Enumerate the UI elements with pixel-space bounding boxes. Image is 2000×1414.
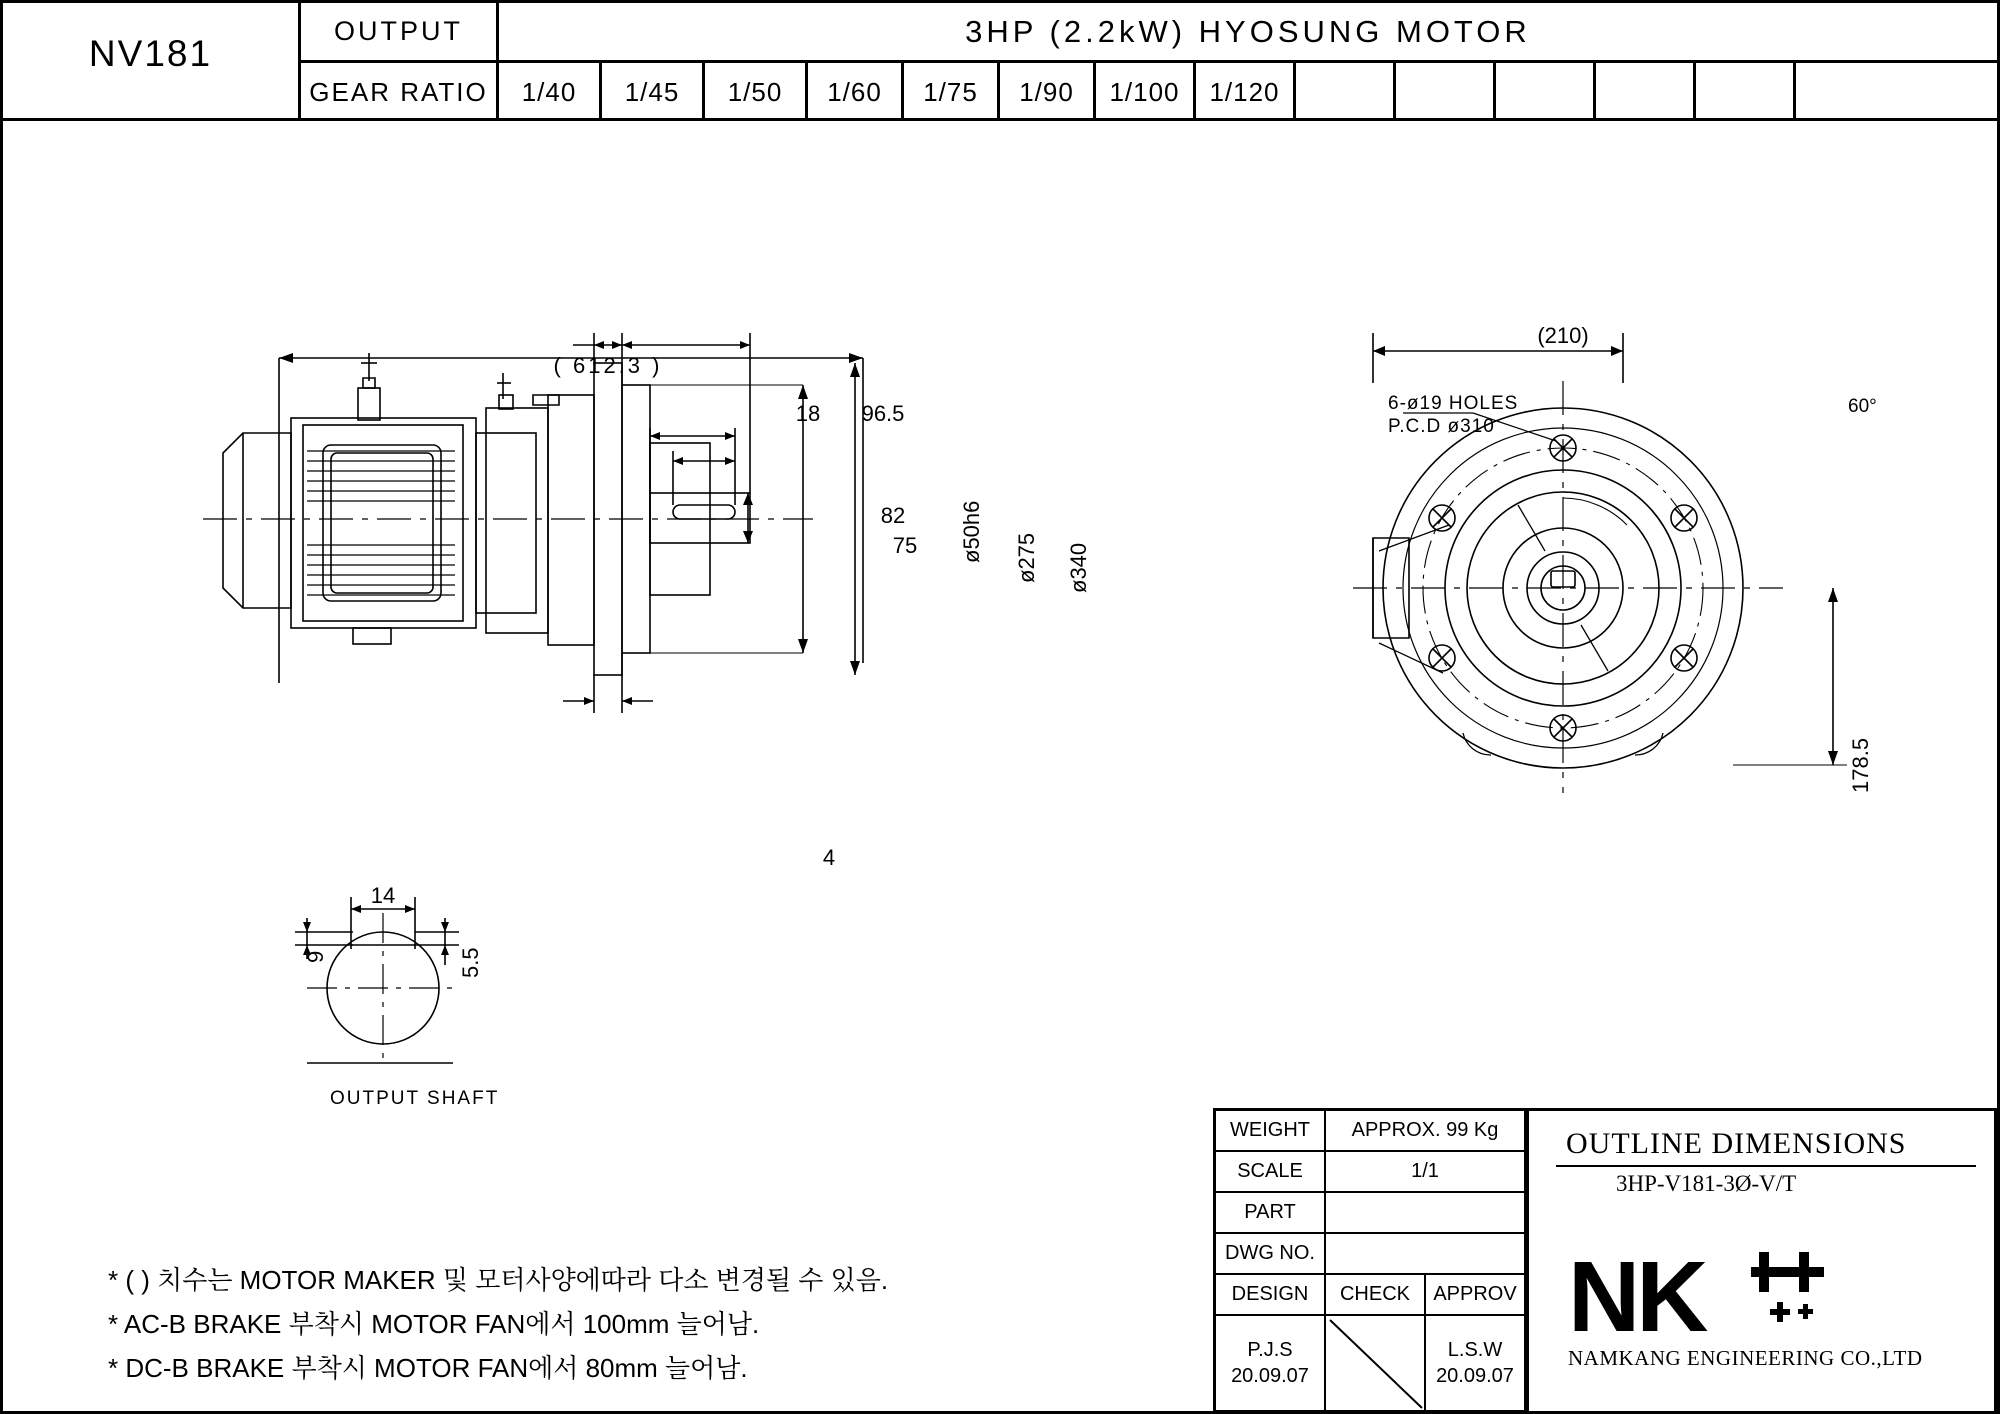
dim-96-5: 96.5 xyxy=(861,401,905,426)
drawing-subtitle: 3HP-V181-3Ø-V/T xyxy=(1616,1171,1797,1196)
motor-title: 3HP (2.2kW) HYOSUNG MOTOR xyxy=(965,13,1531,49)
dim-key-width: 14 xyxy=(370,883,396,908)
gear-ratio-cell: 1/75 xyxy=(904,63,1000,121)
dim-flange-dia: ø340 xyxy=(1066,542,1091,593)
output-label: OUTPUT xyxy=(334,16,463,46)
dim-18: 18 xyxy=(795,401,821,426)
gear-ratio-cell xyxy=(1496,63,1596,121)
label-angle: 60° xyxy=(1848,396,1877,417)
drawing-title: OUTLINE DIMENSIONS xyxy=(1566,1127,1907,1160)
scale-label: SCALE xyxy=(1216,1152,1326,1193)
output-shaft-detail xyxy=(273,873,533,1073)
nk-logo: NK xyxy=(1568,1241,1705,1353)
drawing-title-rule xyxy=(1556,1165,1976,1167)
label-pcd: P.C.D ø310 xyxy=(1388,416,1495,437)
gear-ratio-label-cell xyxy=(301,63,499,121)
gear-ratio-cell xyxy=(1296,63,1396,121)
gear-ratio-cell: 1/50 xyxy=(705,63,808,121)
design-name: P.J.S xyxy=(1247,1339,1293,1361)
gear-ratio-cell: 1/120 xyxy=(1196,63,1296,121)
note-line: * AC-B BRAKE 부착시 MOTOR FAN에서 100mm 늘어남. xyxy=(108,1309,760,1339)
approv-signature xyxy=(1426,1316,1526,1412)
gear-ratio-cell: 1/100 xyxy=(1096,63,1196,121)
gear-ratio-cell xyxy=(1696,63,1796,121)
output-label-cell xyxy=(301,3,499,60)
approv-name: L.S.W xyxy=(1447,1339,1503,1361)
note-line: * DC-B BRAKE 부착시 MOTOR FAN에서 80mm 늘어남. xyxy=(108,1353,748,1383)
header-right xyxy=(301,3,1997,121)
gear-ratio-cell: 1/90 xyxy=(1000,63,1096,121)
dim-overall-length: ( 612.3 ) xyxy=(553,353,663,378)
model-cell xyxy=(3,3,301,121)
dim-9: 9 xyxy=(303,950,328,963)
gear-ratio-cell: 1/60 xyxy=(808,63,904,121)
company-name: NAMKANG ENGINEERING CO.,LTD xyxy=(1568,1346,1923,1370)
gear-ratio-cell xyxy=(1396,63,1496,121)
dim-pilot-dia: ø275 xyxy=(1014,532,1039,583)
check-signature xyxy=(1326,1316,1426,1412)
dim-4: 4 xyxy=(822,845,836,870)
weight-value: APPROX. 99 Kg xyxy=(1326,1111,1526,1152)
dim-height: 178.5 xyxy=(1848,737,1873,793)
nk-plus-marks xyxy=(1751,1242,1941,1332)
gear-ratio-label: GEAR RATIO xyxy=(309,76,488,107)
approv-date: 20.09.07 xyxy=(1436,1365,1514,1387)
part-label: PART xyxy=(1216,1193,1326,1234)
check-label: CHECK xyxy=(1326,1275,1426,1316)
design-date: 20.09.07 xyxy=(1231,1365,1309,1387)
scale-value: 1/1 xyxy=(1326,1152,1526,1193)
model-name: NV181 xyxy=(88,33,213,74)
title-block-divider xyxy=(1526,1111,1529,1411)
dim-shaft-dia: ø50h6 xyxy=(959,500,984,563)
company-logo-block xyxy=(1568,1241,1988,1370)
output-shaft-label: OUTPUT SHAFT xyxy=(330,1088,500,1109)
label-holes: 6-ø19 HOLES xyxy=(1388,393,1519,414)
gear-ratio-cell xyxy=(1796,63,1997,121)
notes-block xyxy=(108,1258,888,1390)
dim-front-width: (210) xyxy=(1537,323,1589,348)
dwg-value xyxy=(1326,1234,1526,1275)
approv-label: APPROV xyxy=(1426,1275,1526,1316)
dim-5-5: 5.5 xyxy=(458,947,483,978)
header-block xyxy=(3,3,1997,121)
dwg-label: DWG NO. xyxy=(1216,1234,1326,1275)
gear-ratio-cell xyxy=(1596,63,1696,121)
weight-label: WEIGHT xyxy=(1216,1111,1326,1152)
note-line: * ( ) 치수는 MOTOR MAKER 및 모터사양에따라 다소 변경될 수 있음. xyxy=(108,1265,889,1295)
design-signature xyxy=(1216,1316,1326,1412)
dim-75: 75 xyxy=(892,533,918,558)
part-value xyxy=(1326,1193,1526,1234)
design-label: DESIGN xyxy=(1216,1275,1326,1316)
gear-ratio-cell: 1/40 xyxy=(499,63,602,121)
dim-82: 82 xyxy=(880,503,906,528)
gear-ratio-cell: 1/45 xyxy=(602,63,705,121)
